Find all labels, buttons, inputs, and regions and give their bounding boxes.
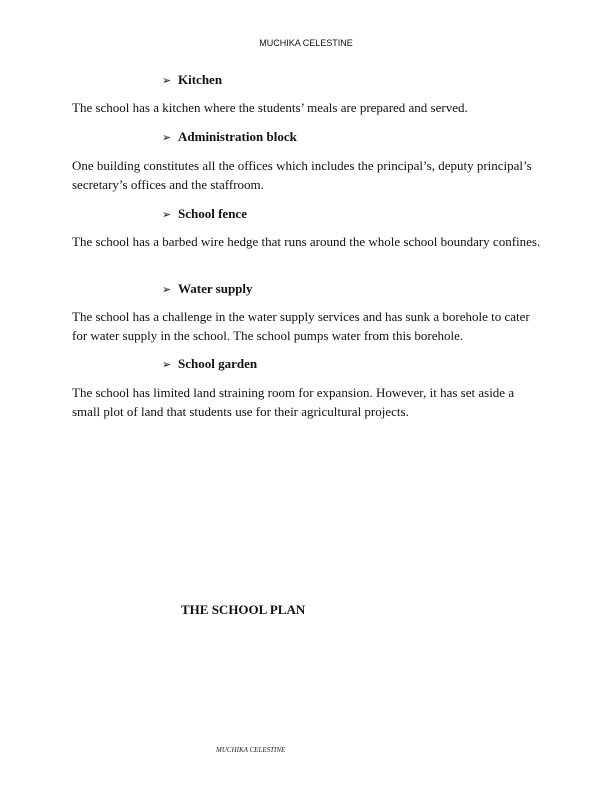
section-heading-garden <box>162 356 257 372</box>
school-plan-title: THE SCHOOL PLAN <box>181 602 306 617</box>
section-body-kitchen: The school has a kitchen where the students’ meals are prepared and served. <box>72 100 468 115</box>
arrow-bullet-icon: ➢ <box>162 358 172 371</box>
section-heading-fence <box>162 206 247 222</box>
section-heading-label: School garden <box>178 356 258 371</box>
section-heading-label: School fence <box>178 206 247 221</box>
arrow-bullet-icon: ➢ <box>162 208 172 221</box>
arrow-bullet-icon: ➢ <box>162 283 172 296</box>
arrow-bullet-icon: ➢ <box>162 131 172 144</box>
page-footer: MUCHIKA CELESTINE <box>216 746 286 754</box>
section-heading-label: Administration block <box>178 129 297 144</box>
page-header: MUCHIKA CELESTINE <box>259 38 353 48</box>
section-body-garden: The school has limited land straining room for expansion. However, it has set aside a small plot of land that students use for their agricultural projects. <box>72 385 515 419</box>
section-body-water: The school has a challenge in the water supply services and has sunk a borehole to cater for water supply in the school. The school pumps water from this borehole. <box>72 309 530 343</box>
section-body-administration: One building constitutes all the offices which includes the principal’s, deputy principal’s secretary’s offices and the staffroom. <box>72 158 532 192</box>
arrow-bullet-icon: ➢ <box>162 74 172 87</box>
section-body-fence: The school has a barbed wire hedge that runs around the whole school boundary confines. <box>72 234 541 249</box>
section-heading-kitchen <box>162 72 222 88</box>
section-heading-administration <box>162 129 297 145</box>
section-heading-label: Water supply <box>178 281 253 296</box>
section-heading-label: Kitchen <box>178 72 223 87</box>
section-heading-water <box>162 281 253 297</box>
